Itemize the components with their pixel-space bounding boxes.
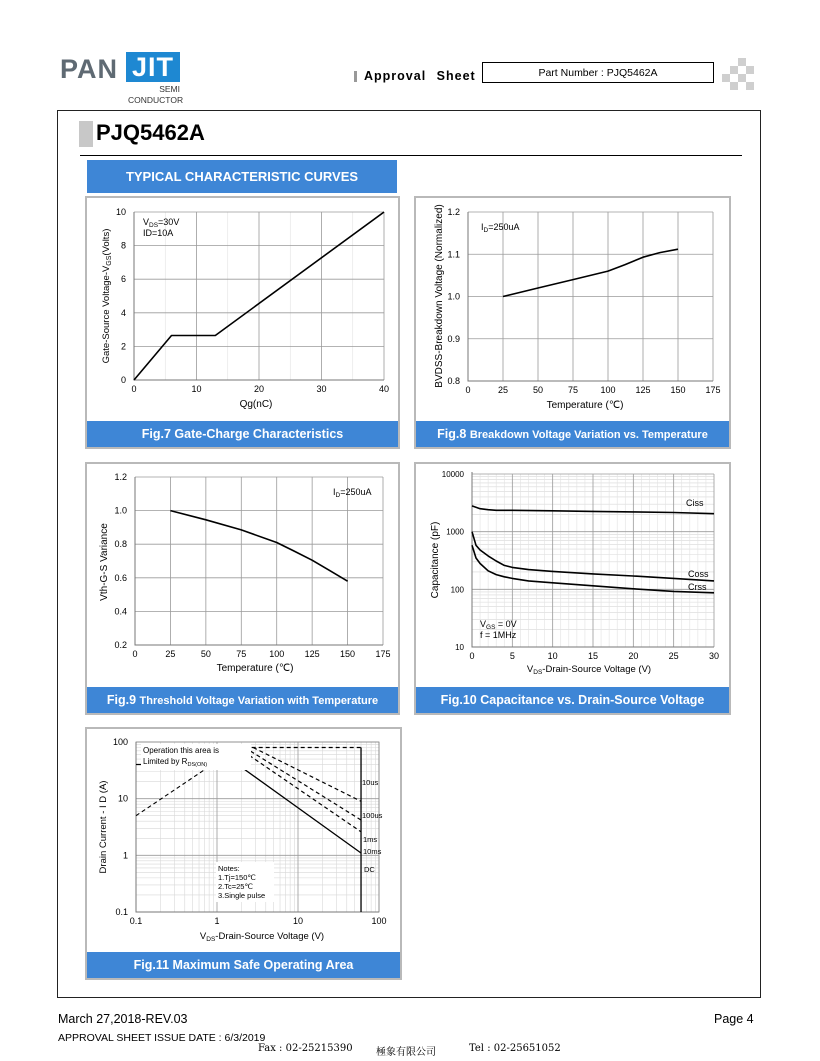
fig11-panel <box>85 727 402 980</box>
fig7-xtick-label: 20 <box>253 384 265 394</box>
fig8-ytick-label: 1.0 <box>447 291 460 302</box>
fig8-xtick-label: 100 <box>600 385 616 395</box>
fig9-xtick-label: 25 <box>165 649 176 659</box>
fig7-ylabel: Gate-Source Voltage-$V_{GS}(Volts)$ <box>101 228 113 364</box>
fig7-annotation-vds: $V_{DS}=30V$ <box>143 217 180 229</box>
fig8-xtick-label: 175 <box>705 385 721 395</box>
fig8-panel <box>414 196 731 449</box>
fig11-xtick-label: 0.1 <box>129 916 143 926</box>
approval-marker <box>354 71 357 82</box>
fig8-caption-bold: Fig.8 <box>437 427 467 441</box>
fig9-xtick-label: 50 <box>200 649 211 659</box>
logo-jit-box: JIT <box>126 52 180 82</box>
footer-tel: Tel : 02-25651052 <box>469 1043 561 1054</box>
fig10-chart <box>416 464 729 688</box>
fig8-xtick-label: 25 <box>497 385 509 395</box>
fig10-xtick-label: 10 <box>547 651 558 661</box>
fig7-ytick-label: 0 <box>120 375 126 385</box>
fig10-ytick-label: 100 <box>450 585 464 595</box>
fig7-chart <box>87 198 398 422</box>
fig7-panel <box>85 196 400 449</box>
fig7-caption: Fig.7 Gate-Charge Characteristics <box>87 421 398 447</box>
fig10-xtick-label: 30 <box>708 651 720 661</box>
fig9-panel <box>85 462 400 715</box>
fig8-xlabel: Temperature (℃) <box>546 400 624 411</box>
fig9-xtick-label: 100 <box>269 649 285 659</box>
logo-subtitle <box>128 84 184 106</box>
fig11-ytick-label: 10 <box>117 793 128 804</box>
fig11-series-label-100us: 100us <box>362 811 383 820</box>
fig9-caption-rest: Threshold Voltage Variation with Temperature <box>139 695 379 707</box>
fig11-notes-1: 1.Tj=150℃ <box>218 873 256 882</box>
fig11-series-1ms-line <box>245 748 361 821</box>
part-title: PJQ5462A <box>96 120 205 145</box>
footer-fax: Fax : 02-25215390 <box>258 1043 353 1054</box>
fig10-xtick-label: 20 <box>628 651 639 661</box>
fig8-ytick-label: 0.8 <box>447 376 460 386</box>
fig8-ytick-label: 1.2 <box>447 207 460 217</box>
fig8-xtick-label: 50 <box>532 385 544 395</box>
fig9-ytick-label: 1.0 <box>114 505 127 516</box>
approval-sheet-label: Approval Sheet <box>364 69 476 83</box>
fig7-annotation-id: ID=10A <box>143 228 174 238</box>
logo-pan-text: PAN <box>60 54 119 84</box>
fig9-series-0-line <box>170 511 347 582</box>
fig11-annotation-oper: Operation this area is <box>143 746 220 755</box>
fig8-xtick-label: 125 <box>635 385 651 395</box>
fig10-series-label-coss: Coss <box>688 569 709 579</box>
fig7-xlabel: Qg(nC) <box>239 399 273 410</box>
fig7-xtick-label: 30 <box>316 384 327 394</box>
fig8-ytick-label: 0.9 <box>447 333 460 344</box>
fig9-ytick-label: 0.4 <box>114 606 127 617</box>
fig10-series-label-crss: Crss <box>688 582 707 592</box>
fig8-ylabel: BVDSS-Breakdown Voltage (Normalized) <box>434 204 445 388</box>
fig10-annotation-f: f = 1MHz <box>480 630 517 640</box>
fig9-ytick-label: 0.6 <box>114 572 127 583</box>
fig11-series-10ms-line <box>238 748 361 832</box>
footer-issue-date: APPROVAL SHEET ISSUE DATE : 6/3/2019 <box>58 1032 266 1044</box>
fig11-series-label-10ms: 10ms <box>363 847 382 856</box>
fig10-xtick-label: 0 <box>469 651 475 661</box>
fig9-caption-bold: Fig.9 <box>106 693 137 707</box>
footer-date-rev: March 27,2018-REV.03 <box>58 1012 188 1026</box>
fig7-ytick-label: 4 <box>120 307 126 318</box>
fig11-series-label-dc: DC <box>364 865 375 874</box>
fig10-panel <box>414 462 731 715</box>
fig7-ytick-label: 6 <box>120 274 126 285</box>
fig11-xlabel: $V_{DS}-Drain$-Source Voltage (V) <box>199 931 325 943</box>
fig11-xtick-label: 1 <box>214 916 220 926</box>
fig11-series-100us-line <box>253 748 361 802</box>
fig8-chart <box>416 198 729 422</box>
fig9-xlabel: Temperature (℃) <box>216 663 294 674</box>
fig11-notes-2: 2.Tc=25℃ <box>218 882 253 891</box>
fig7-xtick-label: 40 <box>378 384 390 394</box>
fig11-ytick-label: 100 <box>112 737 128 747</box>
fig7-xtick-label: 10 <box>191 384 202 394</box>
fig11-ytick-label: 0.1 <box>115 907 128 917</box>
fig7-ytick-label: 8 <box>120 240 126 251</box>
fig9-xtick-label: 125 <box>304 649 320 659</box>
fig10-ytick-label: 10000 <box>441 470 464 479</box>
fig9-ylabel: Vth-G-S Variance <box>99 523 110 601</box>
section-title: TYPICAL CHARACTERISTIC CURVES <box>87 160 397 193</box>
title-marker <box>79 121 93 147</box>
fig8-caption <box>416 421 729 447</box>
fig9-annotation-id: $I_D=250uA$ <box>333 487 372 499</box>
fig8-ytick-label: 1.1 <box>447 249 460 260</box>
fig9-ytick-label: 0.8 <box>114 539 127 550</box>
fig8-series-0-line <box>503 249 678 296</box>
fig11-notes-3: 3.Single pulse <box>218 891 266 900</box>
fig7-ytick-label: 10 <box>115 207 126 217</box>
fig11-xtick-label: 10 <box>292 916 304 926</box>
fig10-annotation-vgs: $V_{GS} = 0V$ <box>480 619 517 631</box>
fig7-ytick-label: 2 <box>120 341 126 352</box>
fig11-ylabel: Drain Current - I D (A) <box>98 780 109 874</box>
fig10-ytick-label: 1000 <box>446 527 464 537</box>
fig9-xtick-label: 0 <box>132 649 138 659</box>
logo-sub-conductor: CONDUCTOR <box>128 95 184 105</box>
fig8-xtick-label: 75 <box>567 385 579 395</box>
fig8-xtick-label: 0 <box>465 385 471 395</box>
fig10-xlabel: $V_{DS}-Drain$-Source Voltage (V) <box>526 664 652 676</box>
fig9-chart <box>87 464 398 688</box>
fig11-notes-title: Notes: <box>218 864 240 873</box>
logo-sub-semi: SEMI <box>159 84 180 94</box>
fig9-caption <box>87 687 398 713</box>
fig7-xtick-label: 0 <box>131 384 137 394</box>
fig8-annotation-id: $I_D=250uA$ <box>481 222 520 234</box>
fig10-series-label-ciss: Ciss <box>686 498 704 508</box>
fig11-ytick-label: 1 <box>122 850 128 861</box>
fig11-xtick-label: 100 <box>371 916 387 926</box>
fig10-xtick-label: 5 <box>509 651 515 661</box>
fig10-ytick-label: 10 <box>455 643 464 652</box>
fig8-xtick-label: 150 <box>670 385 686 395</box>
fig10-caption: Fig.10 Capacitance vs. Drain-Source Voltage <box>416 687 729 713</box>
fig9-xtick-label: 75 <box>236 649 247 659</box>
fig11-annotation-rds: Limited by $R_{DS(ON)}$ <box>143 757 208 768</box>
fig9-ytick-label: 0.2 <box>114 640 127 650</box>
fig9-xtick-label: 150 <box>340 649 356 659</box>
fig10-xtick-label: 25 <box>668 651 679 661</box>
footer-company: 極象有限公司 <box>376 1047 436 1058</box>
fig10-ylabel: Capacitance (pF) <box>430 521 441 599</box>
fig10-xtick-label: 15 <box>587 651 599 661</box>
fig8-caption-rest: Breakdown Voltage Variation vs. Temperature <box>469 429 708 441</box>
fig11-chart <box>87 729 400 953</box>
fig11-caption: Fig.11 Maximum Safe Operating Area <box>87 952 400 978</box>
fig9-xtick-label: 175 <box>375 649 391 659</box>
footer-page: Page 4 <box>714 1012 754 1026</box>
part-number-box: Part Number : PJQ5462A <box>482 62 714 83</box>
fig11-series-label-1ms: 1ms <box>363 835 378 844</box>
title-rule <box>80 155 742 156</box>
fig11-series-label-10us: 10us <box>362 778 379 787</box>
fig9-ytick-label: 1.2 <box>114 472 127 482</box>
